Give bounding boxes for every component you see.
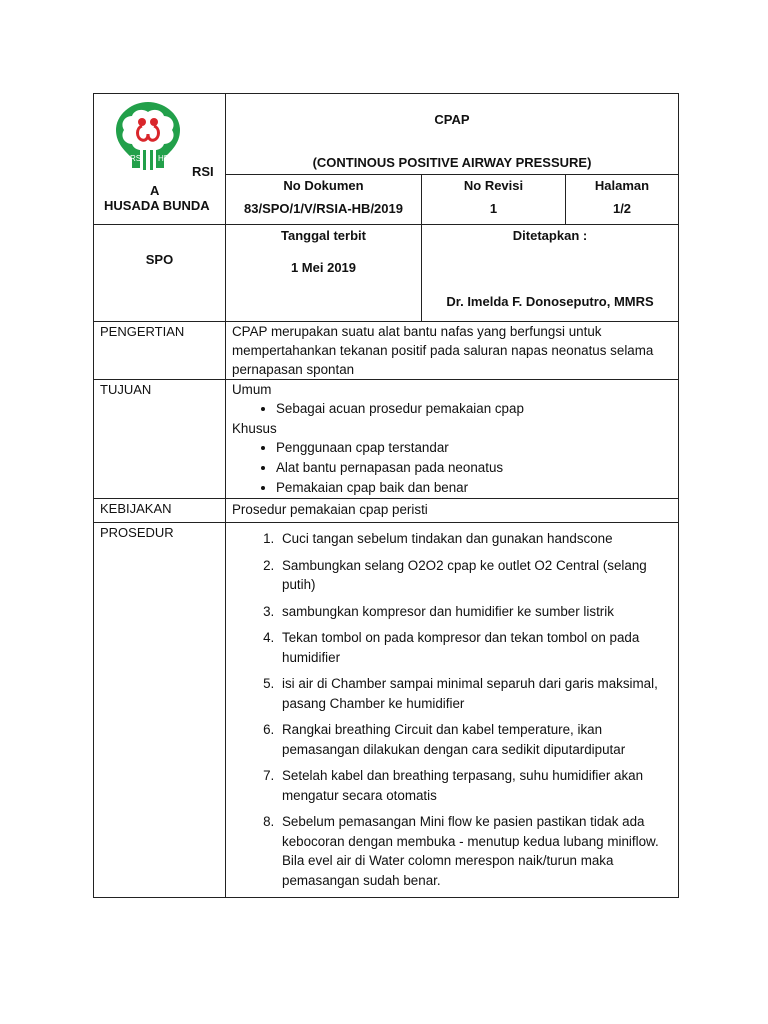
list-item: • Sebagai acuan prosedur pemakaian cpap [276,399,672,419]
list-item: 3. sambungkan kompresor dan humidifier ke sumber listrik [278,602,664,622]
no-dokumen-cell [226,175,422,225]
spo-cell [94,225,226,322]
spo-document [93,93,678,898]
tanggal-label: Tanggal terbit [281,228,366,243]
no-revisi-value: 1 [489,201,498,216]
list-item: • Pemakaian cpap baik dan benar [276,478,672,498]
logo-rs-text: RS [130,154,142,163]
kebijakan-text: Prosedur pemakaian cpap peristi [226,499,679,523]
list-item: 2. Sambungkan selang O2O2 cpap ke outlet O2 Central (selang putih) [278,556,664,595]
ditetapkan-cell [422,225,679,322]
pengertian-text: CPAP merupakan suatu alat bantu nafas yang berfungsi untuk mempertahankan tekanan positif pada saluran napas neonatus selama pernapasan spontan [226,322,679,380]
list-item: 7. Setelah kabel dan breathing terpasang, suhu humidifier akan mengatur secara otomatis [278,766,664,805]
pengertian-label: PENGERTIAN [94,322,226,380]
header-table [93,93,679,322]
halaman-cell [566,175,679,225]
list-item: 1. Cuci tangan sebelum tindakan dan gunakan handscone [278,529,664,549]
list-item: 8. Sebelum pemasangan Mini flow ke pasien pastikan tidak ada kebocoran dengan membuka - menutup kedua lubang miniflow. Bila evel air di Water colomn merespon naik/turun maka pemasangan sudah benar. [278,812,664,890]
org-rsi: RSI [192,164,214,179]
ditetapkan-name: Dr. Imelda F. Donoseputro, MMRS [446,294,654,309]
list-item: 5. isi air di Chamber sampai minimal separuh dari garis maksimal, pasang Chamber ke humidifier [278,674,664,713]
kebijakan-label: KEBIJAKAN [94,499,226,523]
no-dokumen-label: No Dokumen [283,178,364,193]
list-item: 4. Tekan tombol on pada kompresor dan tekan tombol on pada humidifier [278,628,664,667]
org-name: HUSADA BUNDA [104,198,210,213]
tanggal-cell [226,225,422,322]
khusus-label: Khusus [232,421,277,436]
umum-label: Umum [232,382,272,397]
prosedur-list [232,529,672,890]
prosedur-label: PROSEDUR [94,523,226,898]
list-item: • Alat bantu pernapasan pada neonatus [276,458,672,478]
content-table [93,321,679,898]
ditetapkan-label: Ditetapkan : [512,228,588,243]
org-a: A [150,183,160,198]
logo-cell [94,94,226,225]
prosedur-content [226,523,679,898]
tujuan-label: TUJUAN [94,380,226,499]
halaman-value: 1/2 [612,201,632,216]
khusus-list [232,438,672,498]
no-revisi-cell [422,175,566,225]
list-item: 6. Rangkai breathing Circuit dan kabel temperature, ikan pemasangan dilakukan dengan cara sedikit diputardiputar [278,720,664,759]
logo-hb-text: HB [158,154,170,163]
document-title: CPAP [434,112,470,127]
tujuan-content [226,380,679,499]
no-revisi-label: No Revisi [463,178,524,193]
title-cell [226,94,679,175]
document-subtitle: (CONTINOUS POSITIVE AIRWAY PRESSURE) [312,155,592,170]
no-dokumen-value: 83/SPO/1/V/RSIA-HB/2019 [244,201,403,216]
tanggal-value: 1 Mei 2019 [290,260,357,275]
list-item: • Penggunaan cpap terstandar [276,438,672,458]
spo-label: SPO [145,252,174,267]
umum-list [232,399,672,419]
hospital-logo [102,96,194,180]
halaman-label: Halaman [594,178,650,193]
